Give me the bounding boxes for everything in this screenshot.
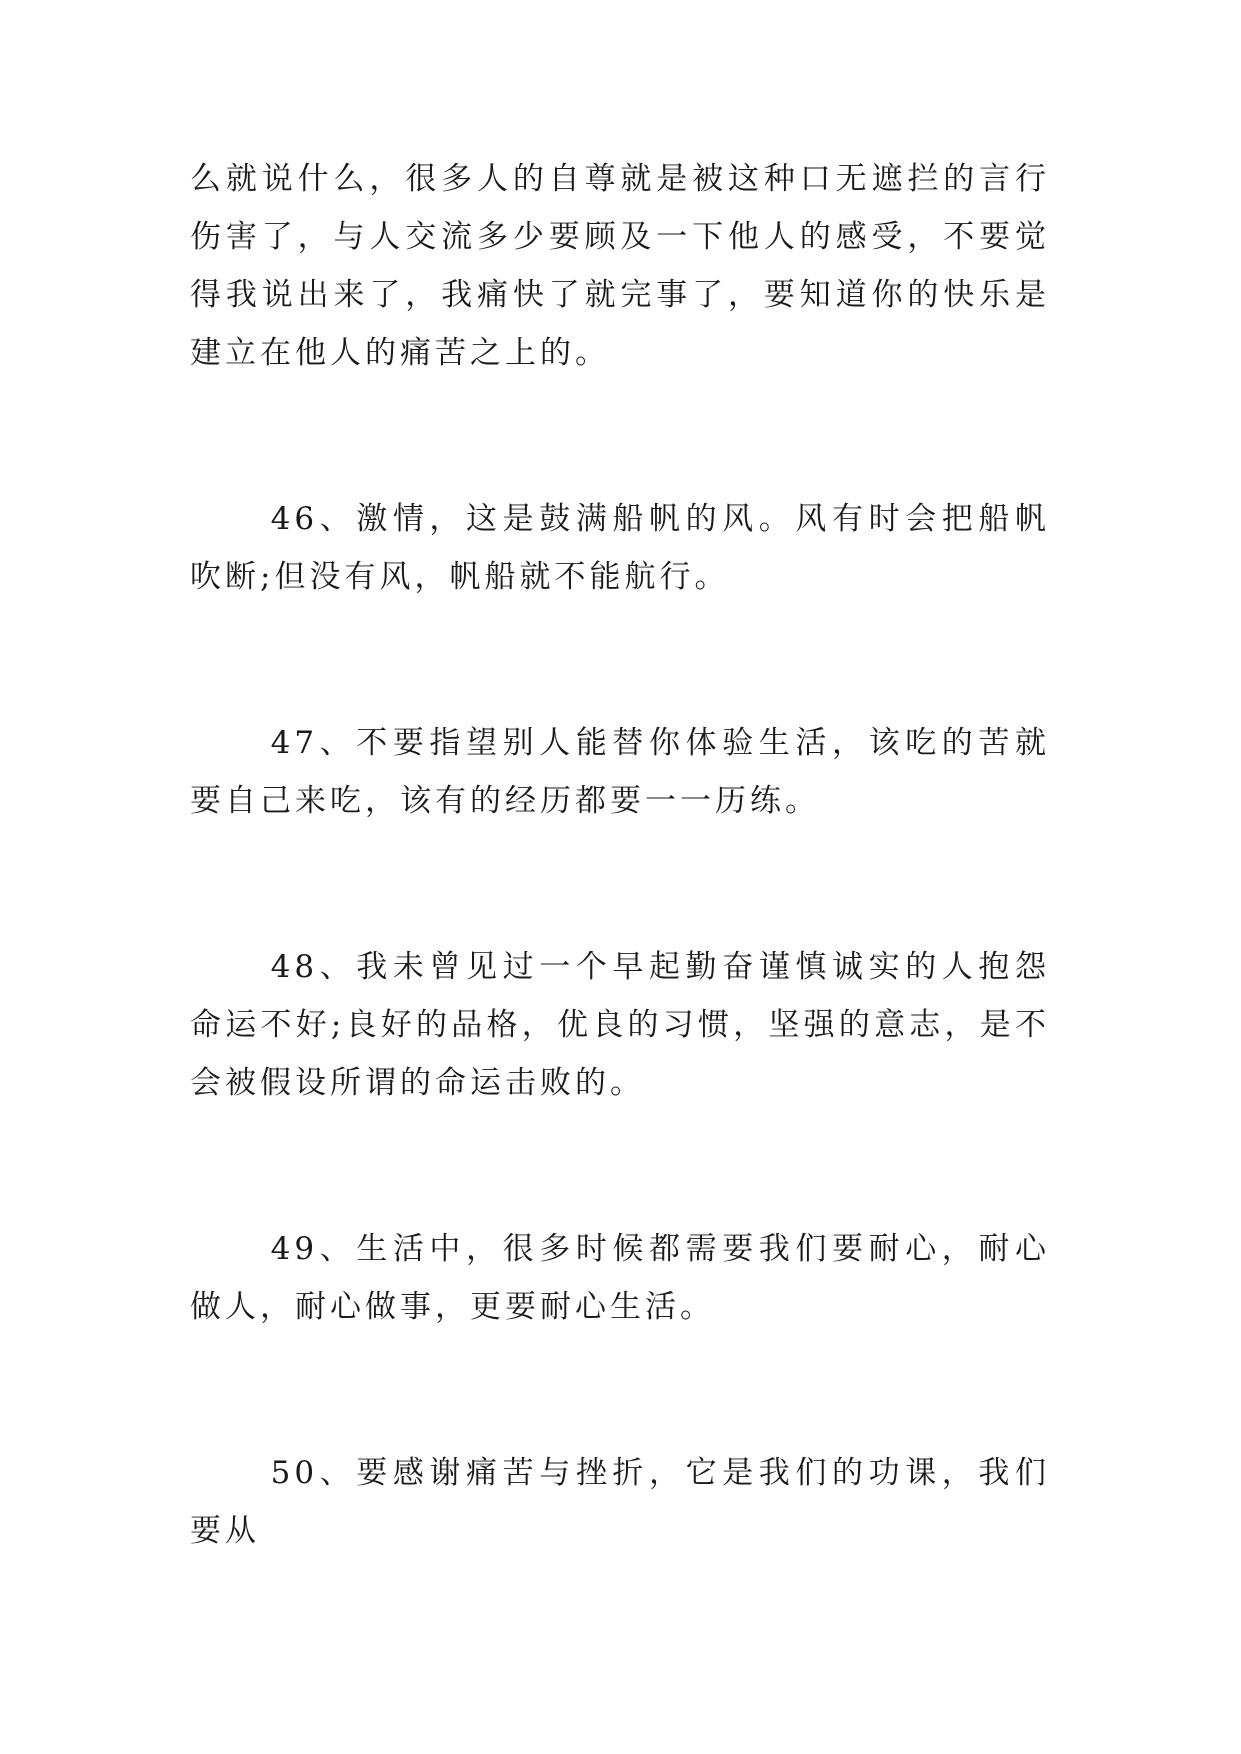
- paragraph-48: 48、我未曾见过一个早起勤奋谨慎诚实的人抱怨命运不好;良好的品格，优良的习惯，坚强的意志，是不会被假设所谓的命运击败的。: [190, 949, 1050, 1101]
- paragraph-gap: [190, 1112, 1050, 1220]
- paragraph-47: 47、不要指望别人能替你体验生活，该吃的苦就要自己来吃，该有的经历都要一一历练。: [190, 725, 1050, 819]
- document-page: [190, 150, 1050, 1560]
- paragraph-46: 46、激情，这是鼓满船帆的风。风有时会把船帆吹断;但没有风，帆船就不能航行。: [190, 501, 1050, 595]
- paragraph-gap: [190, 830, 1050, 938]
- paragraph-gap: [190, 382, 1050, 490]
- paragraph-gap: [190, 1336, 1050, 1444]
- paragraph-50: 50、要感谢痛苦与挫折，它是我们的功课，我们要从: [190, 1455, 1050, 1549]
- paragraph-continued: 么就说什么，很多人的自尊就是被这种口无遮拦的言行伤害了，与人交流多少要顾及一下他人的感受，不要觉得我说出来了，我痛快了就完事了，要知道你的快乐是建立在他人的痛苦之上的。: [190, 161, 1050, 371]
- paragraph-gap: [190, 606, 1050, 714]
- paragraph-49: 49、生活中，很多时候都需要我们要耐心，耐心做人，耐心做事，更要耐心生活。: [190, 1231, 1050, 1325]
